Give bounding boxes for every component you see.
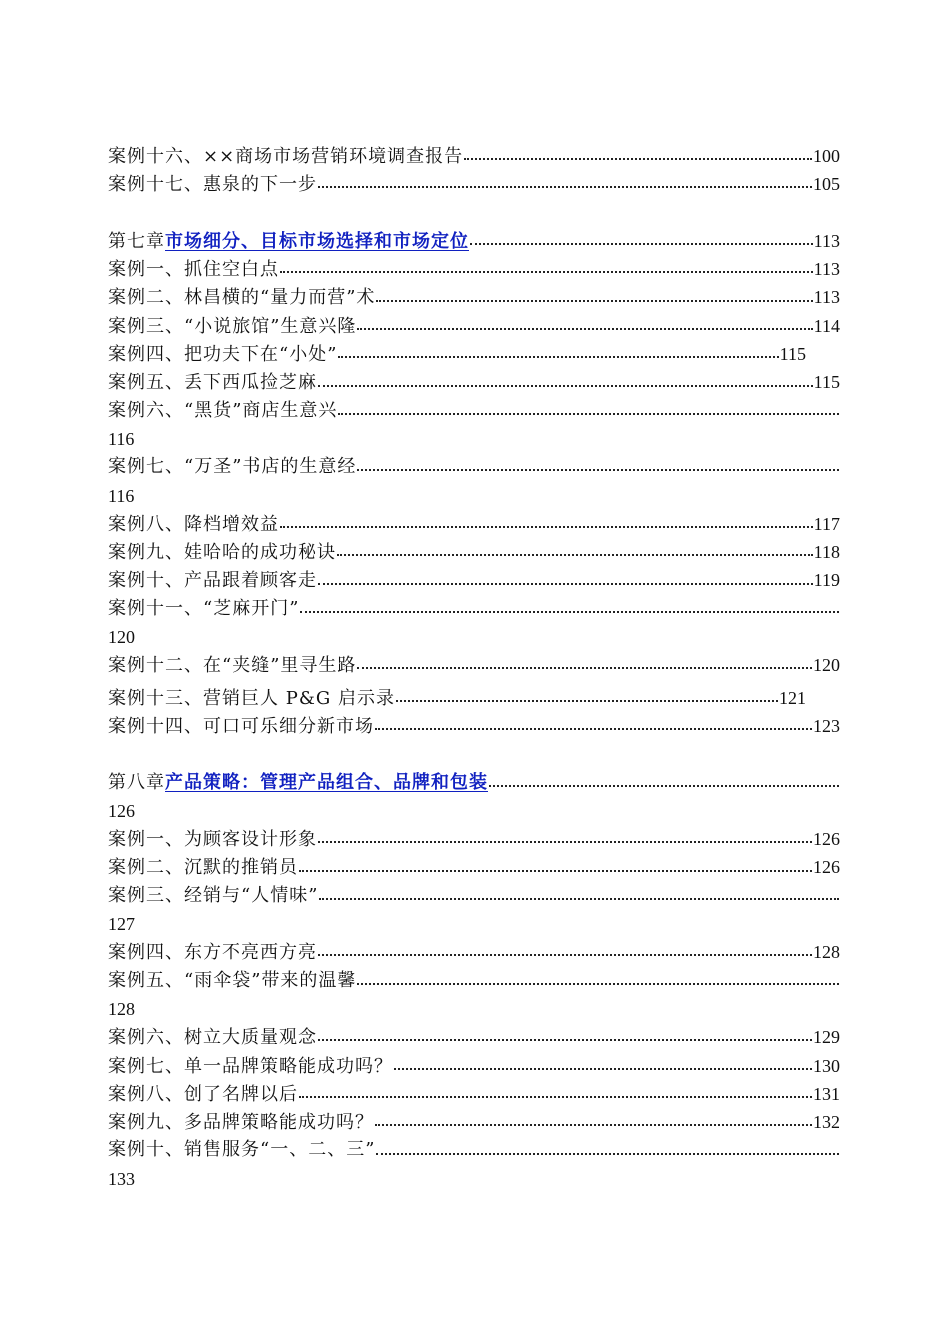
toc-entry[interactable] <box>108 1052 840 1080</box>
toc-entry[interactable] <box>108 967 840 995</box>
toc-entry-page: 128 <box>108 998 135 1019</box>
toc-entry-title: 案例三、“小说旅馆”生意兴隆 <box>108 315 357 337</box>
toc-entry-title: 案例八、降档增效益 <box>108 513 279 535</box>
toc-entry[interactable] <box>108 566 840 594</box>
toc-entry-title: 案例九、娃哈哈的成功秘诀 <box>108 542 336 564</box>
leader-dots <box>337 554 813 556</box>
toc-entry-page: 132 <box>813 1112 840 1133</box>
toc-entry-page: 105 <box>813 174 840 195</box>
leader-dots <box>357 983 839 985</box>
leader-dots <box>280 526 813 528</box>
chapter-title <box>108 228 469 255</box>
toc-entry-page: 129 <box>813 1027 840 1048</box>
leader-dots <box>318 385 813 387</box>
toc-entry-page: 115 <box>813 372 840 393</box>
toc-entry-title: 案例二、沉默的推销员 <box>108 857 298 879</box>
toc-entry-title: 案例十、销售服务“一、二、三” <box>108 1139 376 1161</box>
leader-dots <box>299 1096 812 1098</box>
leader-dots <box>280 271 813 273</box>
chapter-prefix: 第八章 <box>108 771 165 793</box>
toc-entry[interactable] <box>108 453 840 481</box>
leader-dots <box>299 870 812 872</box>
toc-entry-title: 案例十一、“芝麻开门” <box>108 597 300 619</box>
spacer <box>108 199 840 227</box>
toc-entry[interactable] <box>108 538 840 566</box>
toc-entry[interactable] <box>108 825 840 853</box>
toc-entry-page: 116 <box>108 485 135 506</box>
toc-entry-title: 案例十二、在“夹缝”里寻生路 <box>108 655 357 677</box>
toc-entry[interactable] <box>108 938 840 966</box>
toc-entry[interactable] <box>108 283 840 311</box>
toc-entry-page: 116 <box>108 428 135 449</box>
toc-entry-page: 113 <box>813 287 840 308</box>
leader-dots <box>357 328 812 330</box>
leader-dots <box>376 1153 839 1155</box>
toc-entry-title: 案例七、单一品牌策略能成功吗？ <box>108 1055 393 1077</box>
toc-entry-page: 127 <box>108 914 135 935</box>
toc-entry-title: 案例十、产品跟着顾客走 <box>108 570 317 592</box>
toc-entry-title: 案例三、经销与“人情味” <box>108 884 319 906</box>
leader-dots <box>338 356 778 358</box>
leader-dots <box>300 611 839 613</box>
toc-entry-page: 119 <box>813 570 840 591</box>
toc-entry-page: 113 <box>813 230 840 251</box>
leader-dots <box>318 841 812 843</box>
toc-entry-page: 118 <box>813 542 840 563</box>
toc-entry-title: 案例一、为顾客设计形象 <box>108 829 317 851</box>
chapter-heading-7 <box>108 227 840 255</box>
toc-entry[interactable] <box>108 1023 840 1051</box>
toc-entry[interactable] <box>108 340 840 368</box>
toc-entry-title: 案例十七、惠泉的下一步 <box>108 174 317 196</box>
toc-entry-title: 案例十四、可口可乐细分新市场 <box>108 715 374 737</box>
toc-entry[interactable] <box>108 1080 840 1108</box>
chapter-prefix: 第七章 <box>108 230 165 252</box>
toc-entry-title: 案例七、“万圣”书店的生意经 <box>108 456 357 478</box>
leader-dots <box>375 1124 812 1126</box>
toc-entry-title: 案例十三、营销巨人 P&G 启示录 <box>108 687 395 709</box>
toc-entry[interactable] <box>108 397 840 425</box>
toc-entry-page: 117 <box>813 513 840 534</box>
toc-entry-title: 案例五、丢下西瓜捡芝麻 <box>108 372 317 394</box>
toc-entry-page: 133 <box>108 1168 135 1189</box>
toc-entry[interactable] <box>108 255 840 283</box>
toc-entry[interactable] <box>108 510 840 538</box>
toc-entry-title: 案例六、“黑货”商店生意兴 <box>108 399 338 421</box>
toc-entry[interactable] <box>108 651 840 679</box>
toc-entry-page: 130 <box>813 1055 840 1076</box>
toc-entry-page: 100 <box>813 146 840 166</box>
toc-entry-page: 123 <box>813 715 840 736</box>
toc-entry-page: 126 <box>108 800 135 821</box>
table-of-contents <box>108 142 840 1193</box>
toc-entry-title: 案例五、“雨伞袋”带来的温馨 <box>108 969 357 991</box>
toc-entry[interactable] <box>108 368 840 396</box>
toc-entry-title: 案例四、把功夫下在“小处” <box>108 344 338 366</box>
toc-entry-title: 案例九、多品牌策略能成功吗？ <box>108 1112 374 1134</box>
toc-entry[interactable] <box>108 712 840 740</box>
leader-dots <box>319 898 839 900</box>
toc-entry[interactable] <box>108 170 840 198</box>
leader-dots <box>357 469 839 471</box>
leader-dots <box>394 1068 812 1070</box>
toc-entry-title: 案例四、东方不亮西方亮 <box>108 942 317 964</box>
leader-dots <box>470 243 813 245</box>
toc-entry[interactable] <box>108 142 840 170</box>
toc-entry[interactable] <box>108 595 840 623</box>
toc-entry[interactable] <box>108 312 840 340</box>
leader-dots <box>375 728 812 730</box>
toc-entry-page: 114 <box>813 315 840 336</box>
leader-dots <box>357 667 812 669</box>
toc-entry[interactable] <box>108 1136 840 1164</box>
toc-entry-title: 案例八、创了名牌以后 <box>108 1083 298 1105</box>
toc-entry-page: 120 <box>813 655 840 676</box>
leader-dots <box>318 954 812 956</box>
chapter-link[interactable]: 产品策略：管理产品组合、品牌和包装 <box>165 771 488 793</box>
toc-entry-page: 115 <box>779 344 806 365</box>
chapter-title <box>108 769 488 797</box>
spacer <box>108 740 840 768</box>
toc-entry-title: 案例十六、××商场市场营销环境调查报告 <box>108 146 464 167</box>
toc-entry[interactable] <box>108 1108 840 1136</box>
leader-dots <box>396 700 778 702</box>
toc-entry-title: 案例六、树立大质量观念 <box>108 1027 317 1049</box>
chapter-heading-8 <box>108 769 840 797</box>
leader-dots <box>318 186 812 188</box>
leader-dots <box>464 158 812 160</box>
chapter-link[interactable]: 市场细分、目标市场选择和市场定位 <box>165 230 469 252</box>
toc-entry-title: 案例一、抓住空白点 <box>108 259 279 281</box>
leader-dots <box>376 300 812 302</box>
leader-dots <box>318 1039 812 1041</box>
toc-entry-page: 126 <box>813 857 840 878</box>
leader-dots <box>489 785 839 787</box>
toc-entry-page: 121 <box>779 687 806 708</box>
toc-entry[interactable] <box>108 853 840 881</box>
toc-entry[interactable] <box>108 684 840 712</box>
leader-dots <box>318 583 813 585</box>
toc-entry-page: 126 <box>813 829 840 850</box>
toc-entry-page: 128 <box>813 942 840 963</box>
toc-entry[interactable] <box>108 882 840 910</box>
toc-entry-page: 131 <box>813 1083 840 1104</box>
toc-entry-page: 113 <box>813 259 840 280</box>
toc-entry-page: 120 <box>108 627 135 648</box>
leader-dots <box>338 413 839 415</box>
toc-entry-title: 案例二、林昌横的“量力而营”术 <box>108 287 376 309</box>
